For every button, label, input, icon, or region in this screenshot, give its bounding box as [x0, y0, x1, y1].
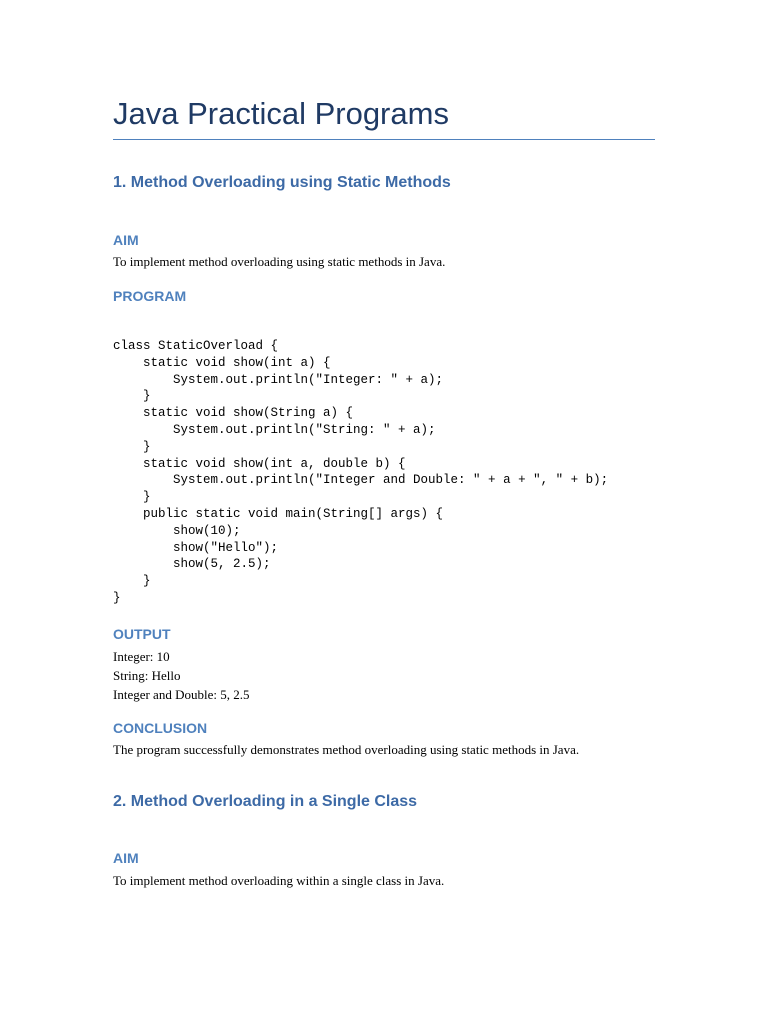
section-2-aim-label: AIM: [113, 850, 139, 866]
section-2-heading: 2. Method Overloading in a Single Class: [113, 793, 418, 810]
section-1-code-block: class StaticOverload { static void show(int a) { System.out.println("Integer: " + a); } static void show(String a) { System.out.println("String: " + a); } static void show(int a, double b) { System.out.println("Integer and Double: " + a + ", " + b); } public static void main(String[] args) { show(10); show("Hello"); show(5, 2.5); } }: [113, 339, 609, 605]
output-line: Integer and Double: 5, 2.5: [113, 687, 250, 702]
section-1-conclusion-text: The program successfully demonstrates method overloading using static methods in Java.: [113, 742, 580, 757]
section-1-aim-label: AIM: [113, 232, 139, 248]
section-1-aim-text: To implement method overloading using static methods in Java.: [113, 254, 446, 269]
document-title: Java Practical Programs: [113, 96, 449, 131]
section-2-aim-text: To implement method overloading within a single class in Java.: [113, 873, 445, 888]
output-line: Integer: 10: [113, 649, 170, 664]
section-1-program-label: PROGRAM: [113, 288, 187, 304]
section-1-heading: 1. Method Overloading using Static Methods: [113, 174, 451, 191]
title-underline: [113, 139, 655, 140]
section-1-output: [113, 647, 249, 704]
output-line: String: Hello: [113, 668, 181, 683]
section-1-output-label: OUTPUT: [113, 626, 171, 642]
section-1-conclusion-label: CONCLUSION: [113, 720, 208, 736]
